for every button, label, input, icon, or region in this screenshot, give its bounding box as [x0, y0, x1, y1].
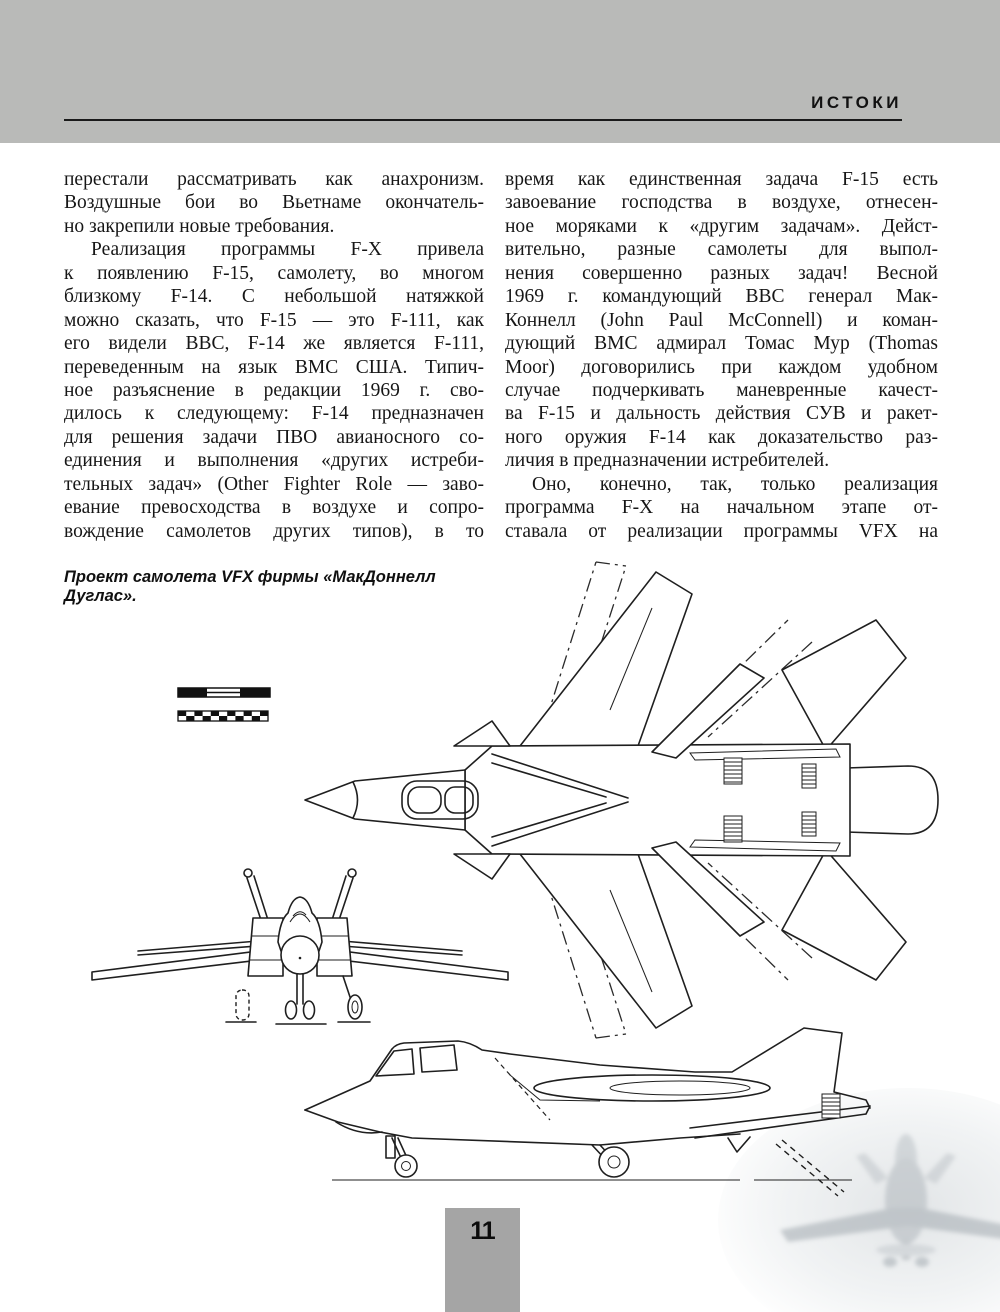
front-view-drawing	[92, 869, 508, 1024]
text-line: его видели ВВС, F-14 же является F-111,	[64, 333, 484, 355]
text-line: завоевание господства в воздухе, отнесен-	[505, 192, 938, 214]
text-line: для решения задачи ПВО авианосного со-	[64, 426, 484, 448]
text-line: ставала от реализации программы VFX на	[505, 520, 938, 542]
text-line: дилось к следующему: F-14 предназначен	[64, 403, 484, 425]
text-line: переведенным на язык ВМС США. Типич-	[64, 356, 484, 378]
text-line: тельных задач» (Other Fighter Role — заво-	[64, 473, 484, 495]
text-line: вождение самолетов других типов), в то	[64, 520, 484, 542]
text-line: перестали рассматривать как анахронизм.	[64, 169, 484, 190]
text-line: к появлению F-15, самолету, во многом	[64, 262, 484, 284]
text-line: личия в предназначении истребителей.	[505, 450, 830, 472]
text-line: но закрепили новые требования.	[64, 215, 335, 237]
scale-bar-checkered	[178, 711, 268, 721]
text-line: случае подчеркивать маневренные качест-	[505, 379, 938, 401]
text-line: 1969 г. командующий ВВС генерал Мак-	[505, 286, 938, 308]
watermark-jet-photo	[718, 1088, 1000, 1312]
text-line: Оно, конечно, так, только реализация	[532, 473, 938, 495]
text-line: евание превосходства в воздухе и сопро-	[64, 497, 484, 519]
text-line: ного оружия F-14 как доказательство раз-	[505, 426, 938, 448]
page-title: ИСТОКИ	[811, 93, 902, 112]
text-line: нения совершенно разных задач! Весной	[505, 262, 938, 284]
text-line: можно сказать, что F-15 — это F-111, как	[64, 309, 484, 331]
page-number: 11	[470, 1217, 495, 1245]
header-rule	[64, 119, 902, 121]
figure-caption: Проект самолета VFX фирмы «МакДоннелл Дуглас».	[64, 568, 436, 605]
text-line: программа F-X на начальном этапе от-	[505, 497, 938, 519]
text-line: близкому F-14. С небольшой натяжкой	[64, 286, 484, 308]
text-line: вительно, разные самолеты для выпол-	[505, 239, 938, 261]
text-line: дующий ВМС адмирал Томас Мур (Thomas	[505, 333, 938, 355]
text-column-right	[505, 168, 938, 543]
text-line: единения и выполнения «других истреби-	[64, 450, 484, 472]
text-line: ва F-15 и дальность действия СУВ и ракет-	[505, 403, 938, 425]
text-line: Воздушные бои во Вьетнаме окончатель-	[64, 192, 484, 214]
text-line: время как единственная задача F-15 есть	[505, 169, 938, 190]
aircraft-three-view-drawing	[40, 560, 1000, 1312]
text-column-left	[64, 168, 484, 543]
text-line: Коннелл (John Paul McConnell) и коман-	[505, 309, 938, 331]
text-line: Moor) договорились при каждом удобном	[505, 356, 938, 378]
header-band	[0, 0, 1000, 143]
text-line: ное разъяснение в редакции 1969 г. сво-	[64, 379, 484, 401]
scale-bar-segmented	[178, 688, 270, 697]
page-number-box	[445, 1208, 520, 1312]
text-line: Реализация программы F-X привела	[91, 239, 484, 261]
text-line: ное моряками к «другим задачам». Дейст-	[505, 215, 938, 237]
